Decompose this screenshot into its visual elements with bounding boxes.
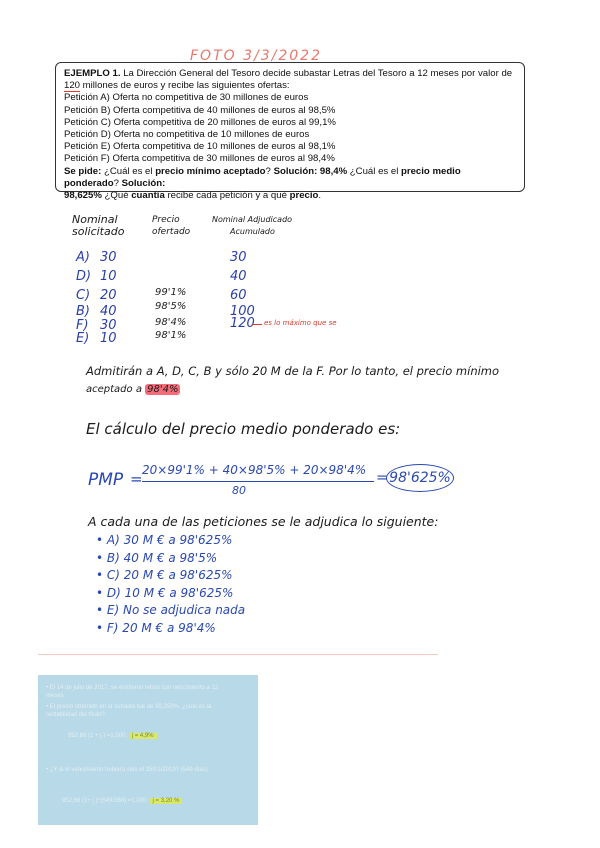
problem-intro <box>64 68 516 92</box>
row-acc: 40 <box>230 269 247 284</box>
row-letter: F) <box>76 318 89 333</box>
offer-line: Petición D) Oferta no competitiva de 10 millones de euros <box>64 129 310 141</box>
offer-line: Petición C) Oferta competitiva de 20 millones de euros al 99,1% <box>64 116 336 128</box>
assign-item: • D) 10 M € a 98'625% <box>96 585 234 600</box>
slide-eq-2: 952,66 (1+ j )^(549/360) =1.000; j = 3,20 % <box>62 798 182 806</box>
row-nominal: 10 <box>100 331 117 346</box>
row-price: 98'4% <box>155 317 187 328</box>
row-letter: D) <box>76 269 92 284</box>
row-nominal: 40 <box>100 304 117 319</box>
q-text: ? <box>113 177 122 189</box>
assign-item: • E) No se adjudica nada <box>96 603 246 617</box>
q-bold: precio <box>289 190 319 202</box>
q-bold: precio medio ponderado <box>64 165 461 189</box>
pmp-denominator: 80 <box>232 484 246 497</box>
calc-title: El cálculo del precio medio ponderado es: <box>86 420 401 438</box>
assign-item: • A) 30 M € a 98'625% <box>96 533 233 547</box>
pmp-numerator: 20×99'1% + 40×98'5% + 20×98'4% <box>142 463 367 477</box>
assign-title: A cada una de las peticiones se le adjudica lo siguiente: <box>88 514 439 529</box>
row-letter: B) <box>76 304 90 319</box>
slide-eq-1: 952,66 (1 + j ) =1.000; j = 4,9% <box>68 733 157 741</box>
q-bold: precio mínimo aceptado <box>155 165 266 177</box>
fraction-bar <box>142 481 374 482</box>
slide-photo <box>38 675 258 825</box>
row-price: 99'1% <box>155 287 187 298</box>
row-acc: 30 <box>230 250 247 265</box>
admit-line-1: Admitirán a A, D, C, B y sólo 20 M de la F. Por lo tanto, el precio mínimo <box>86 364 500 378</box>
intro-end: millones de euros y recibe las siguientes ofertas: <box>80 80 290 92</box>
row-price: 98'1% <box>155 330 187 341</box>
questions-line <box>64 166 516 190</box>
section-divider <box>38 654 438 655</box>
offer-line: Petición E) Oferta competitiva de 10 millones de euros al 98,1% <box>64 141 336 153</box>
admit-prefix: aceptado a <box>86 384 146 395</box>
intro-text: La Dirección General del Tesoro decide subastar Letras del Tesoro a 12 meses por valor de <box>123 68 513 79</box>
pmp-result-circled: 98'625% <box>386 464 454 492</box>
slide-answer-2: j = 3,20 % <box>150 798 183 804</box>
slide-bullet-3: • ¿Y si el vencimiento hubiera sido el 15/01/2019? (549 días) <box>46 767 208 773</box>
q-text: ¿Cuál es el <box>347 165 401 177</box>
row-nominal: 10 <box>100 269 117 284</box>
slide-bullet-2: • El precio obtenido en la subasta fue de 99,350%. ¿cuál es la rentabilidad del título?. <box>46 704 212 718</box>
q-solution: Solución: 98,4% <box>273 165 348 177</box>
assign-item: • C) 20 M € a 98'625% <box>96 568 233 582</box>
slide-answer-1: j = 4,9% <box>129 733 157 739</box>
offer-line: Petición B) Oferta competitiva de 40 millones de euros al 98,5% <box>64 104 336 116</box>
row-letter: A) <box>76 250 90 265</box>
row-acc: 60 <box>230 288 247 303</box>
q-text: ¿Cuál es el <box>101 165 156 177</box>
arrow-line <box>252 324 262 325</box>
row-nominal: 30 <box>100 318 117 333</box>
max-note: es lo máximo que se <box>264 319 337 327</box>
slide-bullet-1: • El 14 de julio de 2017, se emitieron letras con vencimiento a 12 meses <box>46 685 219 699</box>
photo-date-header: FOTO 3/3/2022 <box>190 48 322 64</box>
row-nominal: 30 <box>100 250 117 265</box>
col-header-price: Precio ofertado <box>152 215 191 237</box>
q-text: recibe cada petición y a qué <box>164 190 290 202</box>
q-bold: cuantía <box>131 190 165 202</box>
amount-underlined: 120 <box>64 80 81 92</box>
pmp-equals-2: = <box>376 470 388 486</box>
q-text: ¿Qué <box>101 190 132 202</box>
questions-line-2 <box>64 190 516 202</box>
assign-item: • B) 40 M € a 98'5% <box>96 550 218 565</box>
assign-list <box>96 532 245 637</box>
pmp-label: PMP <box>88 470 124 490</box>
q-solution: Solución: <box>121 177 166 189</box>
problem-statement-box <box>55 62 525 202</box>
q-label: Se pide: <box>64 165 102 177</box>
col-header-nominal: Nominal solicitado <box>72 213 125 238</box>
pmp-equals: = <box>130 470 143 488</box>
min-price-highlight: 98'4% <box>147 384 179 395</box>
row-price: 98'5% <box>155 301 187 312</box>
admit-line-2 <box>86 384 180 395</box>
row-nominal: 20 <box>100 288 117 303</box>
assign-item: • F) 20 M € a 98'4% <box>96 620 216 635</box>
row-letter: C) <box>76 288 91 303</box>
q-text: . <box>318 190 322 202</box>
problem-title: EJEMPLO 1. <box>64 68 121 79</box>
row-acc: 120 <box>230 316 255 331</box>
offer-line: Petición A) Oferta no competitiva de 30 millones de euros <box>64 92 309 104</box>
q-text: ? <box>265 165 274 177</box>
q-solution: 98,625% <box>64 190 102 202</box>
row-letter: E) <box>76 331 90 346</box>
offer-line: Petición F) Oferta competitiva de 30 millones de euros al 98,4% <box>64 153 335 165</box>
col-header-accumulated: Nominal Adjudicado Acumulado <box>212 215 293 236</box>
row-acc: 100 <box>230 304 255 319</box>
